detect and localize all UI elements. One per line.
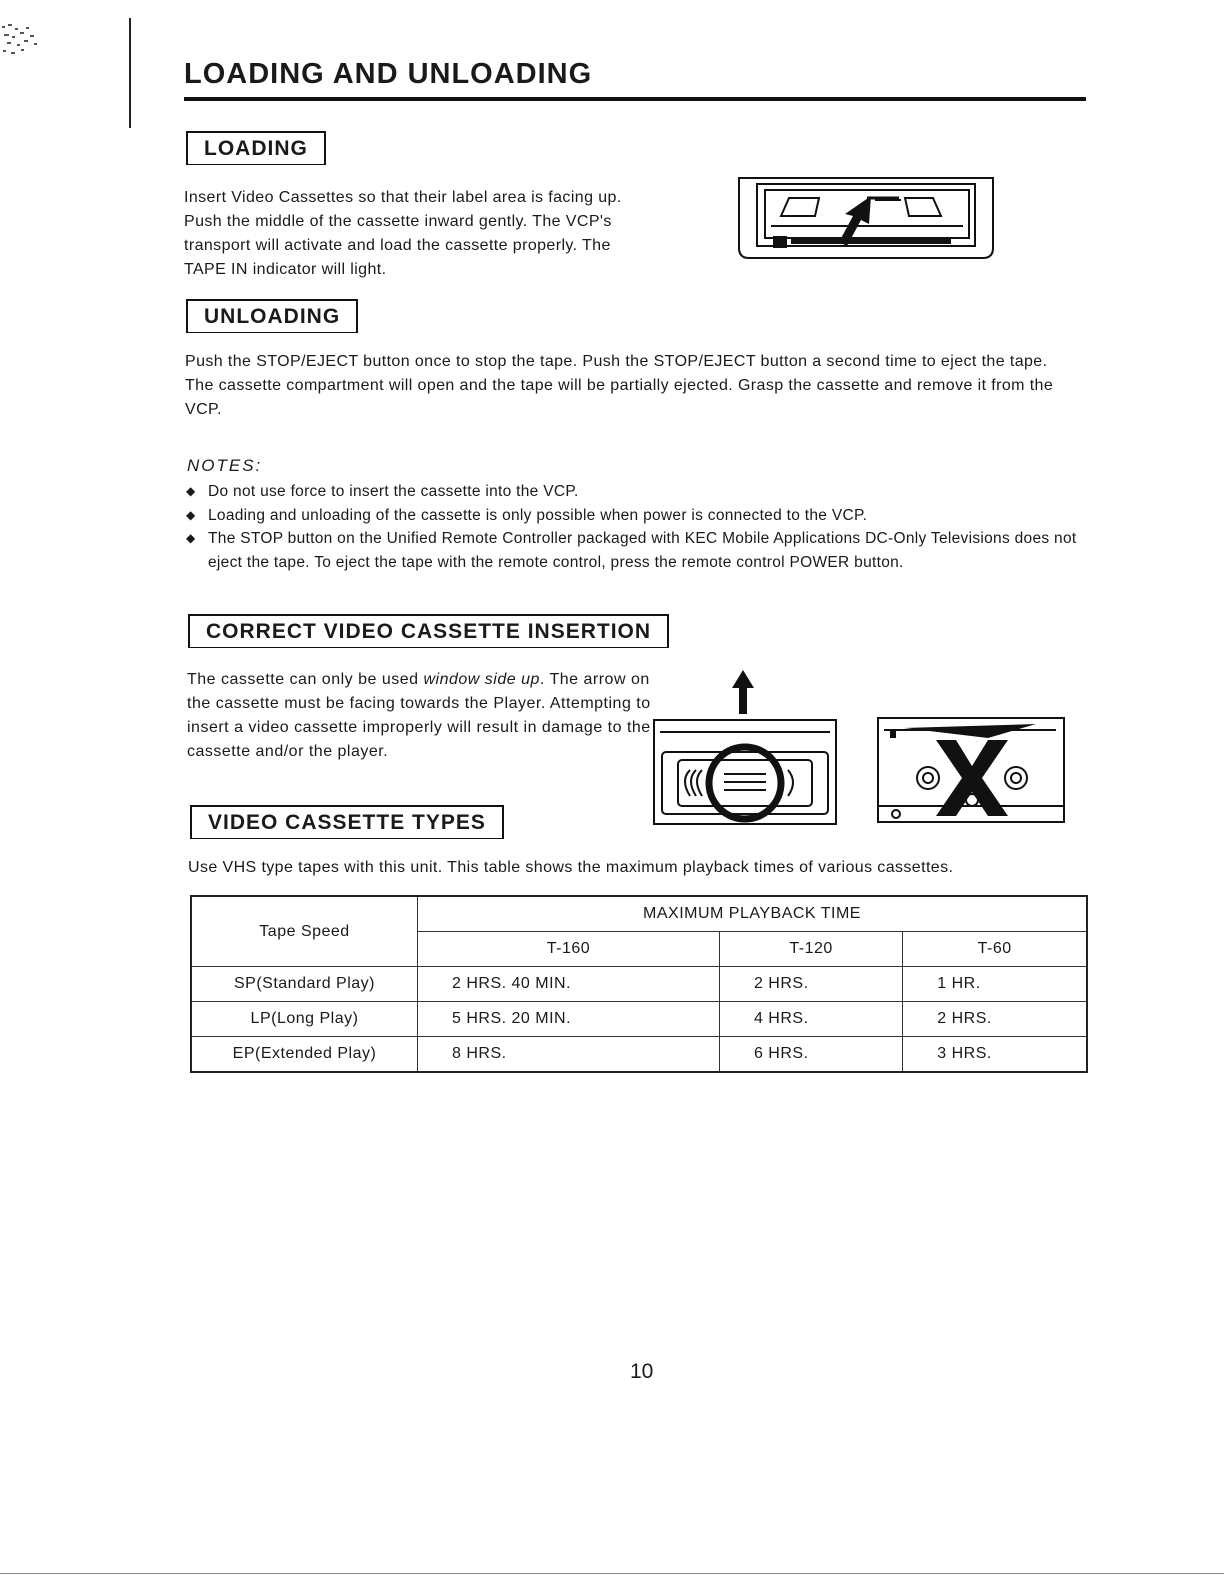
notes-list [186, 480, 1091, 574]
types-text: Use VHS type tapes with this unit. This table shows the maximum playback times of various cassettes. [188, 859, 954, 876]
margin-rule [129, 18, 131, 128]
column-header: T-160 [418, 932, 720, 967]
title-underline [184, 97, 1086, 101]
types-heading: VIDEO CASSETTE TYPES [190, 805, 504, 839]
tape-speed-header: Tape Speed [191, 896, 418, 967]
table-cell: 4 HRS. [719, 1002, 902, 1037]
table-row [191, 1037, 1087, 1073]
row-label: SP(Standard Play) [191, 967, 418, 1002]
loading-heading: LOADING [186, 131, 326, 165]
table-cell: 2 HRS. [719, 967, 902, 1002]
cassette-incorrect-illustration [876, 716, 1066, 824]
scan-speckle [0, 18, 56, 68]
column-header: T-60 [903, 932, 1087, 967]
note-item: ◆ Loading and unloading of the cassette is only possible when power is connected to the VCP. [186, 504, 1091, 528]
bullet-icon: ◆ [186, 531, 196, 545]
table-row [191, 967, 1087, 1002]
bottom-edge-line [0, 1573, 1224, 1574]
table-cell: 8 HRS. [418, 1037, 720, 1073]
max-playback-header: MAXIMUM PLAYBACK TIME [418, 896, 1088, 932]
table-cell: 5 HRS. 20 MIN. [418, 1002, 720, 1037]
playback-times-table [190, 895, 1088, 1073]
table-cell: 3 HRS. [903, 1037, 1087, 1073]
table-cell: 2 HRS. [903, 1002, 1087, 1037]
table-header-row [191, 896, 1087, 932]
insertion-text: The cassette can only be used window side up. The arrow on the cassette must be facing towards the Player. Attempting to insert a video cassette improperly will result in damage to the cassette and/or the player. [187, 671, 651, 760]
notes-title: NOTES: [187, 456, 263, 475]
cassette-correct-illustration [652, 718, 838, 828]
page-number: 10 [630, 1360, 654, 1383]
note-item: ◆ The STOP button on the Unified Remote Controller packaged with KEC Mobile Applications DC-Only Televisions does not eject the tape. To eject the tape with the remote control, press the remote control POWER button. [186, 527, 1091, 574]
table-cell: 6 HRS. [719, 1037, 902, 1073]
table-row [191, 1002, 1087, 1037]
table-cell: 1 HR. [903, 967, 1087, 1002]
row-label: EP(Extended Play) [191, 1037, 418, 1073]
page-title: LOADING AND UNLOADING [184, 58, 593, 90]
note-item: ◆ Do not use force to insert the cassette into the VCP. [186, 480, 1091, 504]
loading-text: Insert Video Cassettes so that their label area is facing up. Push the middle of the cassette inward gently. The VCP's transport will activate and load the cassette properly. The TAPE IN indicator will light. [184, 189, 622, 278]
insert-direction-arrow-icon [728, 668, 758, 716]
unloading-heading: UNLOADING [186, 299, 358, 333]
table-cell: 2 HRS. 40 MIN. [418, 967, 720, 1002]
unloading-text: Push the STOP/EJECT button once to stop the tape. Push the STOP/EJECT button a second time to eject the tape. The cassette compartment will open and the tape will be partially ejected. Grasp the cassette and remove it from the VCP. [185, 353, 1054, 418]
bullet-icon: ◆ [186, 484, 196, 498]
column-header: T-120 [719, 932, 902, 967]
bullet-icon: ◆ [186, 507, 196, 522]
vcp-loading-illustration [735, 172, 997, 262]
insertion-heading: CORRECT VIDEO CASSETTE INSERTION [188, 614, 669, 648]
row-label: LP(Long Play) [191, 1002, 418, 1037]
